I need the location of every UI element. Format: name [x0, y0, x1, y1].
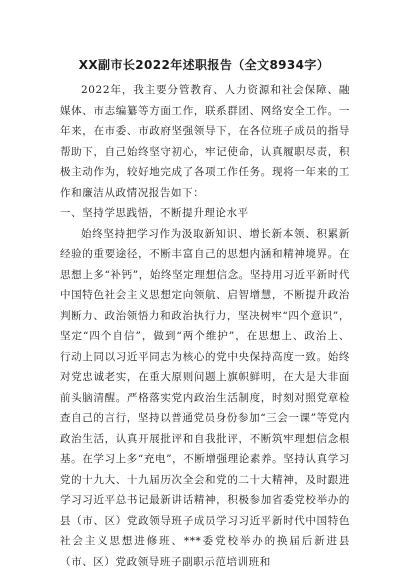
body-paragraph: 始终坚持把学习作为汲取新知识、增长新本领、积累新经验的重要途径，不断丰富自己的思想内涵和精神境界。在思想上多“补钙”，始终坚定理想信念。坚持用习近平新时代中国特色社会主义思想定向领航、启智增慧，不断提升政治判断力、政治领悟力和政治执行力，坚决树牢“四个意识”，坚定“四个自信”，做到“两个维护”，在思想上、政治上、行动上同以习近平同志为核心的党中央保持高度一致。始终对党忠诚老实，在重大原则问题上旗帜鲜明，在大是大非面前头脑清醒。严格落实党内政治生活制度，时刻对照党章检查自己的言行，坚持以普通党员身份参加“三会一课”等党内政治生活，认真开展批评和自我批评，不断筑牢理想信念根基。在学习上多“充电”，不断增强理论素养。坚持认真学习党的十九大、十九届历次全会和党的二十大精神，及时跟进学习习近平总书记最新讲话精神，积极参加省委党校举办的县（市、区）党政领导班子成员学习习近平新时代中国特色社会主义思想进修班、***委党校举办的换届后新进县（市、区）党政领导班子副职示范培训班和	[60, 227, 350, 568]
section-heading: 一、坚持学思践悟，不断提升理论水平	[60, 207, 249, 219]
intro-paragraph: 2022年，我主要分管教育、人力资源和社会保障、融媒体、市志编纂等方面工作，联系群团、网络安全工作。一年来，在市委、市政府坚强领导下，在各位班子成员的指导帮助下，自己始终坚守初心，牢记使命，认真履职尽责，积极主动作为，较好地完成了各项工作任务。现将一年来的工作和廉洁从政情况报告如下：	[60, 84, 350, 199]
document-title: XX副市长2022年述职报告（全文8934字）	[78, 58, 330, 72]
document-body	[60, 80, 350, 572]
